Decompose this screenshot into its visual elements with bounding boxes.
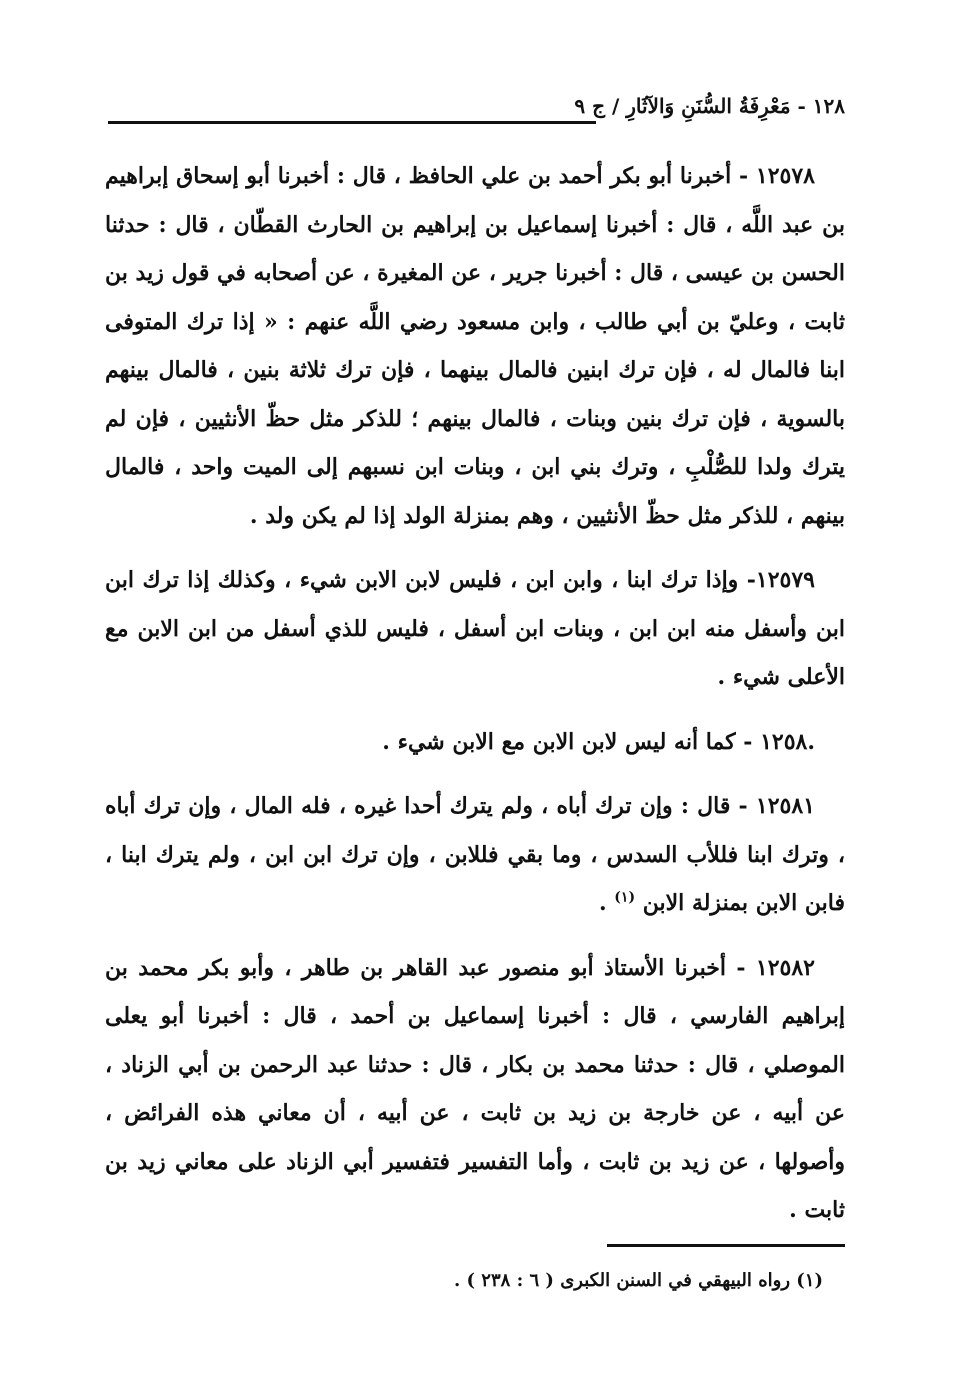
- footnote-marker[interactable]: (١): [614, 889, 636, 906]
- running-head-text: ١٢٨ - مَعْرِفَةُ السُّنَنِ وَالآثَارِ / ج ٩: [574, 94, 845, 118]
- paragraph-12582: [105, 944, 845, 1235]
- paragraph-text: ١٢٥٧٩- وإذا ترك ابنا ، وابن ابن ، فليس لابن الابن شيء ، وكذلك إذا ترك ابن ابن وأسفل منه ابن ابن ، وبنات ابن أسفل ، فليس للذي أسفل من ابن الابن مع الأعلى شيء .: [105, 567, 845, 690]
- paragraph-tail: .: [598, 890, 615, 916]
- header-rule: [108, 121, 596, 124]
- paragraph-12579: [105, 556, 845, 702]
- paragraph-text: ١٢٥٨١ - قال : وإن ترك أباه ، ولم يترك أحدا غيره ، فله المال ، وإن ترك أباه ، وترك ابنا فللأب السدس ، وما بقي فللابن ، وإن ترك ابن ابن ، ولم يترك ابنا ، فابن الابن بمنزلة الابن: [105, 793, 845, 916]
- footnote-rule: [607, 1244, 845, 1247]
- paragraph-text: .١٢٥٨ - كما أنه ليس لابن الابن مع الابن شيء .: [382, 728, 815, 755]
- main-text: [105, 152, 845, 1251]
- paragraph-text: ١٢٥٧٨ - أخبرنا أبو بكر أحمد بن علي الحافظ ، قال : أخبرنا أبو إسحاق إبراهيم بن عبد اللَّه ، قال : أخبرنا إسماعيل بن إبراهيم بن الحارث القطّان ، قال : حدثنا الحسن بن عيسى ، قال : أخبرنا جرير ، عن المغيرة ، عن أصحابه في قول زيد بن ثابت ، وعليّ بن أبي طالب ، وابن مسعود رضي اللَّه عنهم : « إذا ترك المتوفى ابنا فالمال له ، فإن ترك ابنين فالمال بينهما ، فإن ترك ثلاثة بنين ، فالمال بينهم بالسوية ، فإن ترك بنين وبنات ، فالمال بينهم ؛ للذكر مثل حظّ الأنثيين ، فإن لم يترك ولدا للصُّلْبِ ، وترك بني ابن ، وبنات ابن نسبهم إلى الميت واحد ، فالمال بينهم ، للذكر مثل حظّ الأنثيين ، وهم بمنزلة الولد إذا لم يكن ولد .: [105, 163, 845, 529]
- paragraph-12580: [105, 718, 845, 767]
- paragraph-12581: [105, 782, 845, 928]
- footnote: [103, 1268, 823, 1294]
- paragraph-text: ١٢٥٨٢ - أخبرنا الأستاذ أبو منصور عبد القاهر بن طاهر ، وأبو بكر محمد بن إبراهيم الفارسي ، قال : أخبرنا إسماعيل بن أحمد ، قال : أخبرنا أبو يعلى الموصلي ، قال : حدثنا محمد بن بكار ، قال : حدثنا عبد الرحمن بن أبي الزناد ، عن أبيه ، عن خارجة بن زيد بن ثابت ، عن أبيه ، أن معاني هذه الفرائض ، وأصولها ، عن زيد بن ثابت ، وأما التفسير فتفسير أبي الزناد على معاني زيد بن ثابت .: [105, 954, 845, 1223]
- paragraph-12578: [105, 152, 845, 540]
- running-head: [105, 92, 845, 120]
- footnote-text: (١) رواه البيهقي في السنن الكبرى ( ٦ : ٢٣٨ ) .: [453, 1270, 823, 1291]
